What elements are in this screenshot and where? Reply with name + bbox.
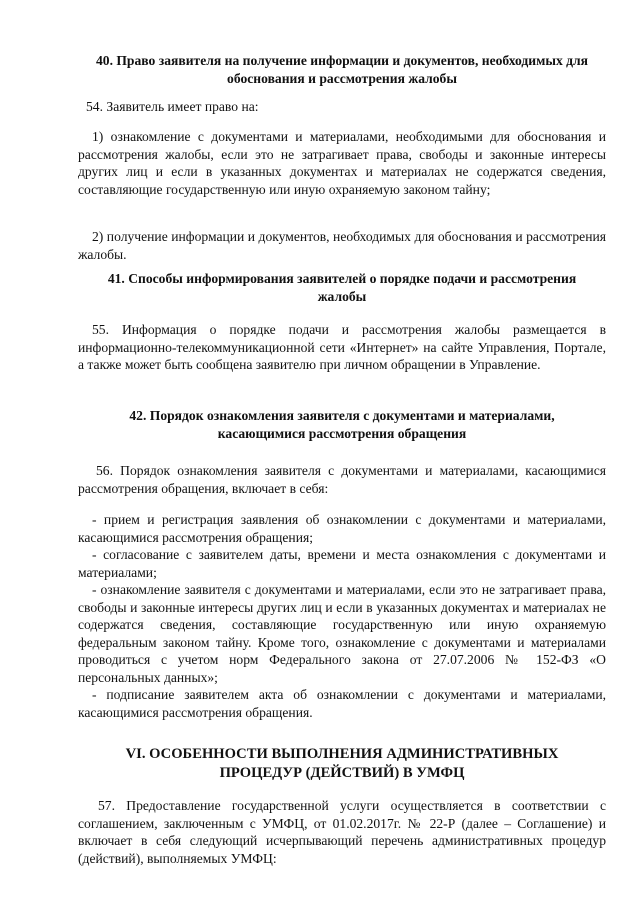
list-item-2: - согласование с заявителем даты, времени и места ознакомления с документами и материалами; bbox=[78, 547, 606, 580]
paragraph-54: 54. Заявитель имеет право на: bbox=[86, 99, 259, 114]
paragraph-56: 56. Порядок ознакомления заявителя с документами и материалами, касающимися рассмотрения обращения, включает в себя: bbox=[78, 463, 606, 496]
paragraph-54-item-1: 1) ознакомление с документами и материалами, необходимыми для обоснования и рассмотрения жалобы, если это не затрагивает права, свободы и законные интересы других лиц и если в указанных документах и материалах не содержатся сведения, составляющие государственную или иную охраняемую законом тайну; bbox=[78, 129, 606, 197]
list-item-3: - ознакомление заявителя с документами и материалами, если это не затрагивает права, свободы и законные интересы других лиц и если в указанных документах и материалах не содержатся сведения, составляющие государственную или иную охраняемую федеральным законом тайну. Кроме того, ознакомление с документами и материалами проводиться с учетом норм Федерального закона от 27.07.2006 № 152-ФЗ «О персональных данных»; bbox=[78, 582, 606, 685]
list-item-4: - подписание заявителем акта об ознакомлении с документами и материалами, касающимися рассмотрения обращения. bbox=[78, 687, 606, 720]
chapter-6-heading: VI. ОСОБЕННОСТИ ВЫПОЛНЕНИЯ АДМИНИСТРАТИВНЫХ ПРОЦЕДУР (ДЕЙСТВИЙ) В УМФЦ bbox=[125, 746, 559, 781]
paragraph-57: 57. Предоставление государственной услуги осуществляется в соответствии с соглашением, заключенным с УМФЦ, от 01.02.2017г. № 22-Р (далее – Соглашение) и включает в себя следующий исчерпывающий перечень административных процедур (действий), выполняемых УМФЦ: bbox=[78, 798, 606, 866]
section-40-heading: 40. Право заявителя на получение информации и документов, необходимых для обоснования и рассмотрения жалобы bbox=[95, 53, 589, 86]
paragraph-55: 55. Информация о порядке подачи и рассмотрения жалобы размещается в информационно-телекоммуникационной сети «Интернет» на сайте Управления, Портале, а также может быть сообщена заявителю при личном обращении в Управление. bbox=[78, 322, 606, 372]
list-item-1: - прием и регистрация заявления об ознакомлении с документами и материалами, касающимися рассмотрения обращения; bbox=[78, 512, 606, 545]
section-42-heading: 42. Порядок ознакомления заявителя с документами и материалами, касающимися рассмотрения обращения bbox=[129, 408, 555, 441]
paragraph-54-item-2: 2) получение информации и документов, необходимых для обоснования и рассмотрения жалобы. bbox=[78, 229, 606, 262]
section-41-heading: 41. Способы информирования заявителей о порядке подачи и рассмотрения жалобы bbox=[107, 271, 577, 304]
